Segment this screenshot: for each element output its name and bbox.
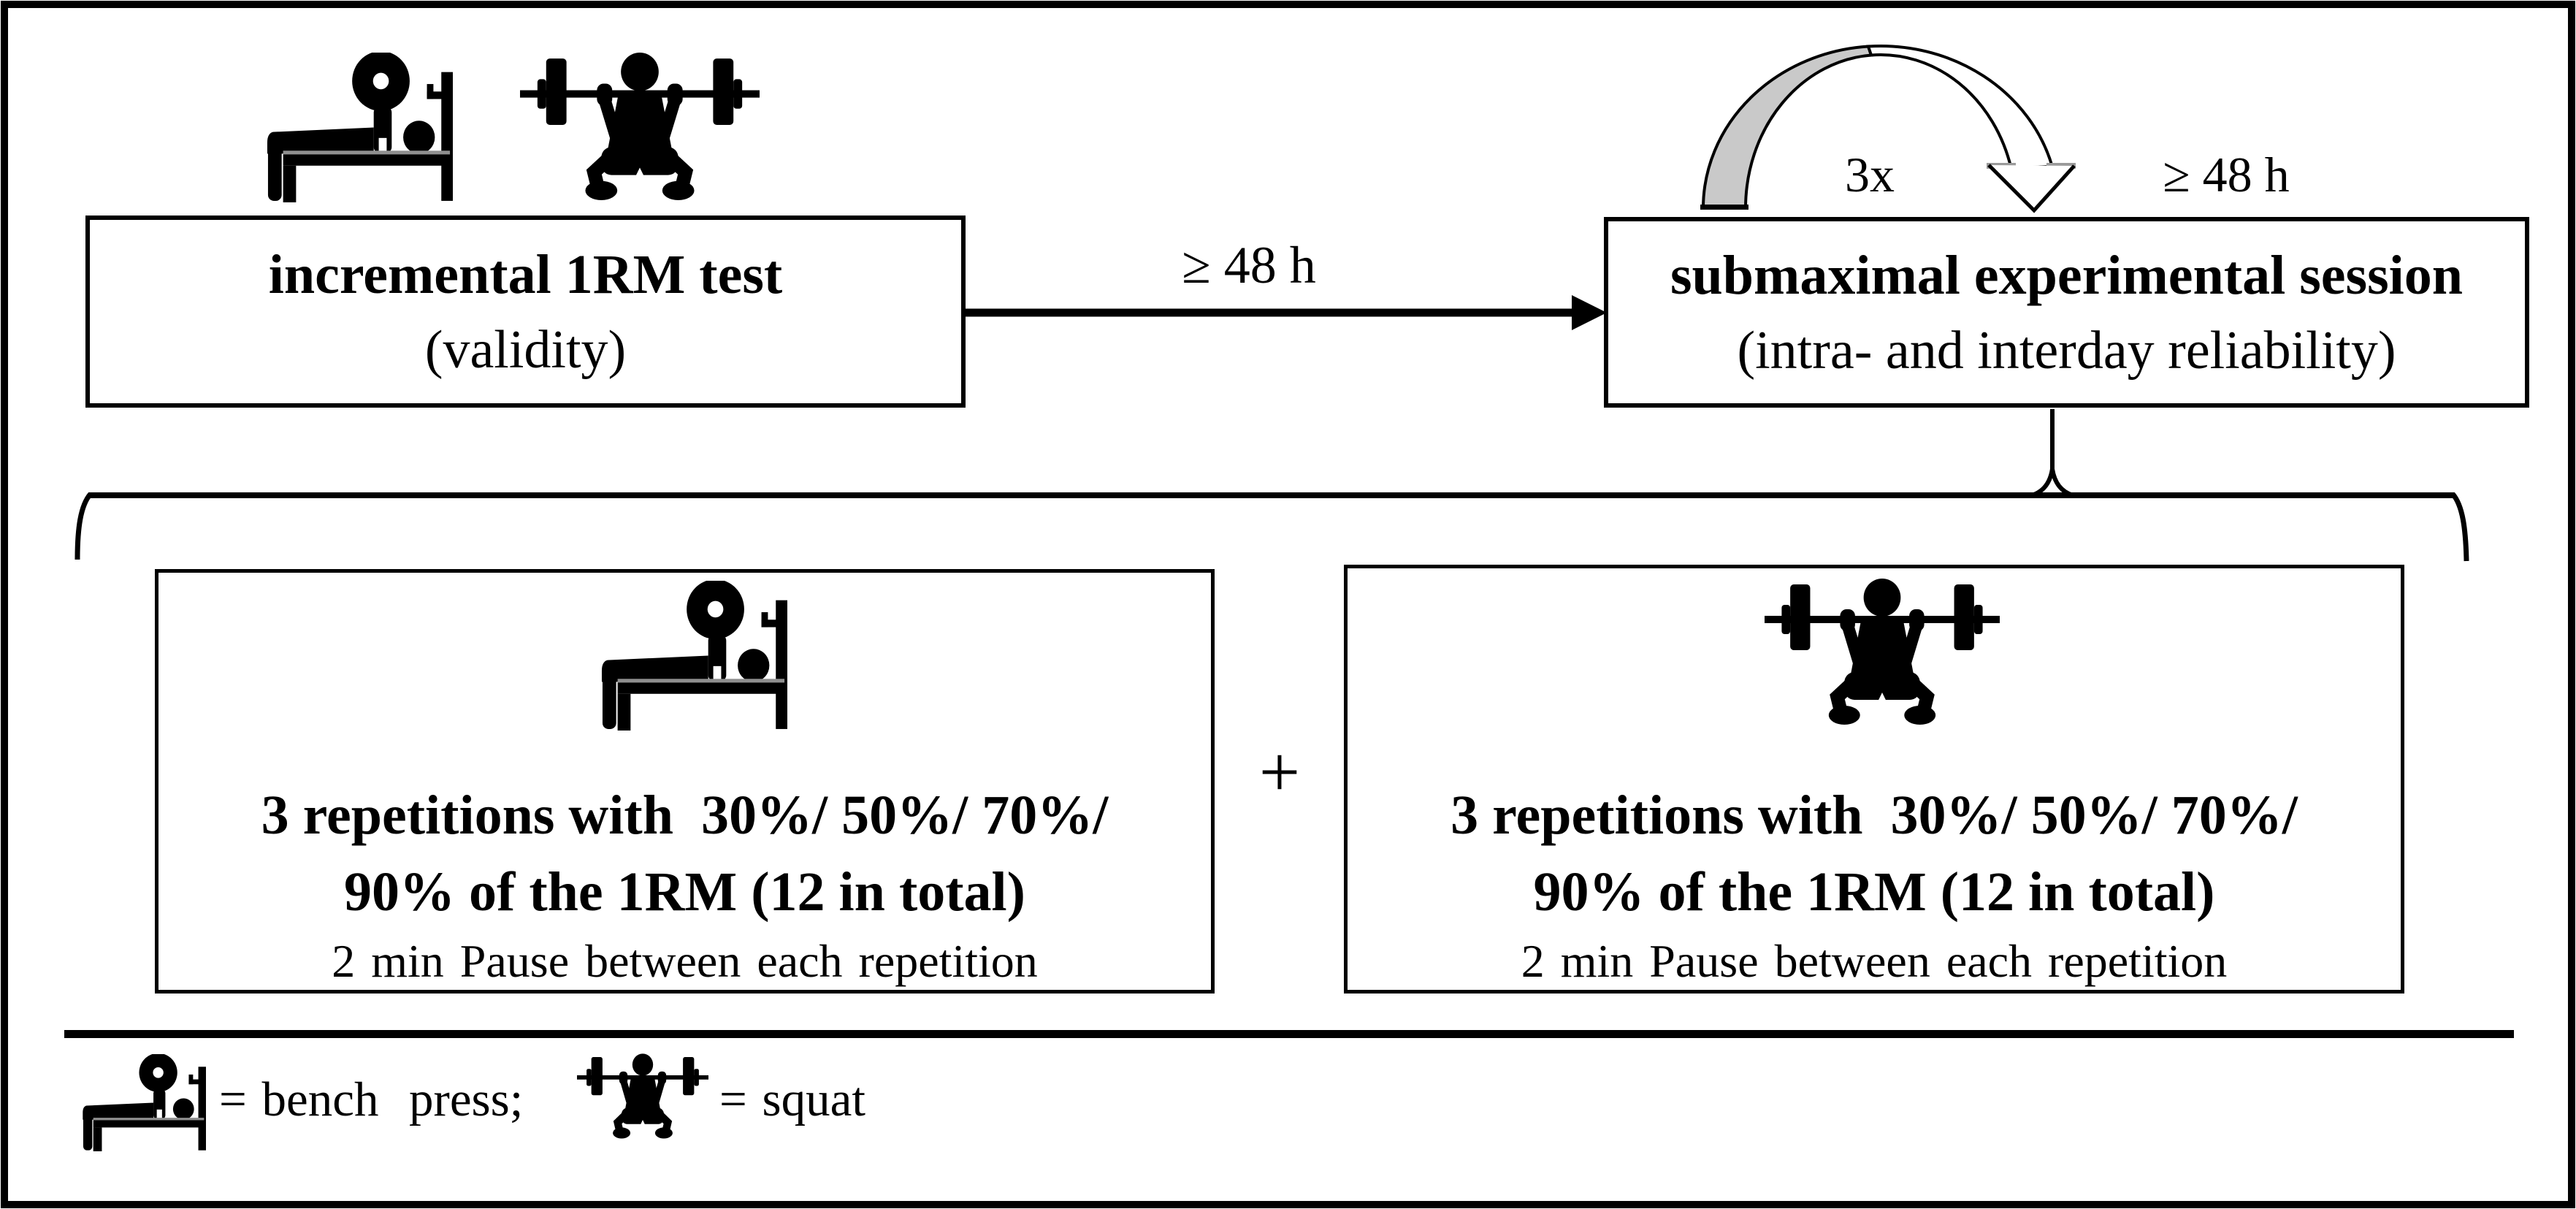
squat-session-line1: 3 repetitions with 30%/ 50%/ 70%/	[1451, 785, 2298, 846]
repeat-arc-arrowhead	[1989, 165, 2074, 210]
incremental-1rm-test-box	[85, 216, 966, 408]
incremental-1rm-test-subtitle: (validity)	[424, 319, 627, 380]
legend-divider	[64, 1030, 2514, 1038]
repeat-interval-label: ≥ 48 h	[2163, 147, 2290, 202]
squat-session-text	[1344, 776, 2404, 993]
squat-icon	[520, 50, 760, 205]
bench-session-line2: 90% of the 1RM (12 in total)	[344, 861, 1025, 923]
arrow-48h-label: ≥ 48 h	[1182, 236, 1316, 294]
bench-session-text	[155, 776, 1215, 993]
bench-session-line1: 3 repetitions with 30%/ 50%/ 70%/	[261, 785, 1109, 846]
submaximal-session-subtitle: (intra- and interday reliability)	[1737, 320, 2396, 381]
squat-session-line2: 90% of the 1RM (12 in total)	[1533, 861, 2215, 923]
arrow-48h	[966, 295, 1607, 330]
incremental-1rm-test-title: incremental 1RM test	[268, 243, 783, 305]
bench-press-icon	[600, 581, 787, 731]
legend-bench-label: = bench press;	[219, 1072, 524, 1126]
bench-press-icon	[266, 53, 453, 202]
squat-icon	[1765, 576, 2000, 729]
session-brace	[77, 409, 2466, 561]
legend-squat-label: = squat	[719, 1072, 865, 1126]
plus-sign: +	[1258, 731, 1301, 812]
squat-icon	[577, 1052, 708, 1141]
bench-session-line3: 2 min Pause between each repetition	[332, 935, 1038, 987]
bench-press-icon	[82, 1054, 206, 1151]
submaximal-session-box	[1604, 217, 2529, 408]
squat-session-line3: 2 min Pause between each repetition	[1521, 935, 2228, 987]
submaximal-session-title: submaximal experimental session	[1670, 244, 2464, 306]
repeat-count-label: 3x	[1845, 147, 1895, 202]
